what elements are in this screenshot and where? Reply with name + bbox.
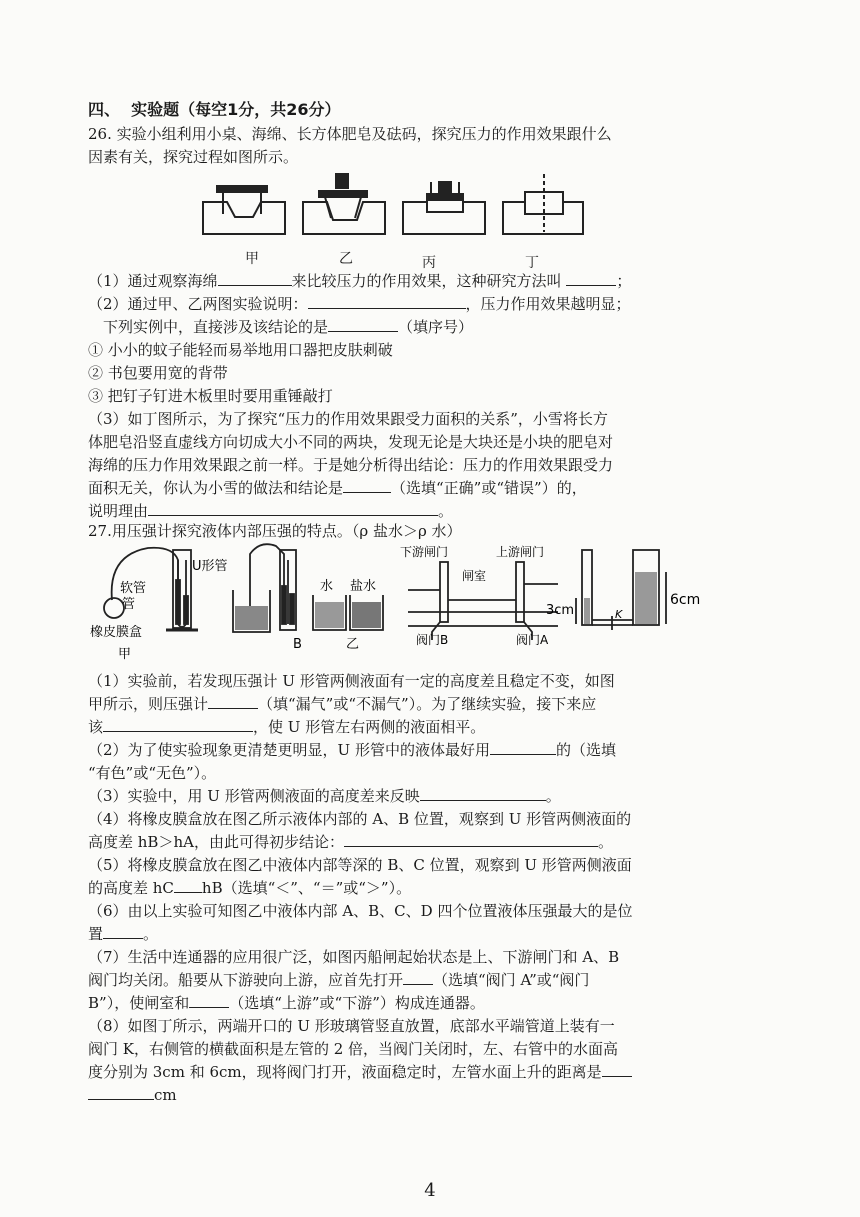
- q27-p8-line1: （8）如图丁所示，两端开口的 U 形玻璃管竖直放置，底部水平端管道上装有一: [88, 1017, 615, 1035]
- label-valve-b: 阀门B: [416, 633, 449, 647]
- q26-p1: （1）通过观察海绵 来比较压力的作用效果，这种研究方法叫 ；: [88, 272, 632, 290]
- label-6cm: 6cm: [670, 592, 701, 608]
- q27-p1-line2: 甲所示，则压强计 （填“漏气”或“不漏气”）。为了继续实验，接下来应: [88, 695, 597, 713]
- q27-p5-line2: 的高度差 hC hB（选填“＜”、“＝”或“＞”）。: [88, 879, 412, 897]
- label-valve-a: 阀门A: [516, 633, 549, 647]
- label-lock-room: 闸室: [462, 569, 487, 583]
- q27-p8-line3: 度分别为 3cm 和 6cm，现将阀门打开，液面稳定时，左管水面上升的距离是: [88, 1061, 632, 1084]
- q26-p3-line3: 海绵的压力作用效果跟之前一样。于是她分析得出结论：压力的作用效果跟受力: [88, 456, 614, 474]
- page-number: 4: [424, 1180, 436, 1201]
- q27-p1-line3: 该 ，使 U 形管左右两侧的液面相平。: [88, 718, 486, 736]
- q26-p3-line5: 说明理由 。: [88, 502, 454, 520]
- label-soft-tube2: 管: [122, 597, 136, 612]
- q27-p2-line1: （2）为了使实验现象更清楚更明显，U 形管中的液体最好用 的（选填: [88, 741, 616, 759]
- label-jia: 甲: [118, 647, 132, 662]
- q27-p1-line1: （1）实验前，若发现压强计 U 形管两侧液面有一定的高度差且稳定不变，如图: [88, 672, 615, 690]
- q27-p5-line1: （5）将橡皮膜盒放在图乙中液体内部等深的 B、C 位置，观察到 U 形管两侧液面: [88, 856, 632, 874]
- section-heading: 四、 实验题（每空1分，共26分）: [88, 100, 341, 119]
- q26-p3-line1: （3）如丁图所示，为了探究“压力的作用效果跟受力面积的关系”，小雪将长方: [88, 410, 608, 428]
- label-membrane-box: 橡皮膜盒: [90, 625, 143, 640]
- q27-p8-line4: cm: [88, 1084, 177, 1107]
- label-soft-tube: 软管: [120, 581, 147, 596]
- label-3cm: 3cm: [546, 603, 575, 618]
- q26-p3-line4: 面积无关，你认为小雪的做法和结论是 （选填“正确”或“错误”）的，: [88, 479, 587, 497]
- label-u-tube: U形管: [192, 559, 228, 574]
- label-up-gate: 上游闸门: [496, 545, 545, 559]
- fig-label-jia: 甲: [245, 251, 259, 267]
- q27-p6-line2: 置 。: [88, 925, 159, 943]
- q27-p7-line1: （7）生活中连通器的应用很广泛，如图丙船闸起始状态是上、下游闸门和 A、B: [88, 948, 620, 966]
- q26-stem-line1: 26. 实验小组利用小桌、海绵、长方体肥皂及砝码，探究压力的作用效果跟什么: [88, 125, 612, 143]
- q26-p3-line2: 体肥皂沿竖直虚线方向切成大小不同的两块，发现无论是大块还是小块的肥皂对: [88, 433, 614, 451]
- q27-p3: （3）实验中，用 U 形管两侧液面的高度差来反映 。: [88, 787, 561, 805]
- q27-p6-line1: （6）由以上实验可知图乙中液体内部 A、B、C、D 四个位置液体压强最大的是位: [88, 902, 633, 920]
- label-down-gate: 下游闸门: [400, 545, 449, 559]
- fig-label-ding: 丁: [525, 255, 539, 271]
- q27-p8-line2: 阀门 K，右侧管的横截面积是左管的 2 倍，当阀门关闭时，左、右管中的水面高: [88, 1040, 619, 1058]
- q26-option-2: ② 书包要用宽的背带: [88, 364, 228, 382]
- label-K: K: [615, 608, 623, 621]
- label-water: 水: [320, 579, 334, 594]
- q27-stem: 27.用压强计探究液体内部压强的特点。（ρ 盐水＞ρ 水）: [88, 522, 462, 540]
- label-B: B: [293, 637, 302, 652]
- label-yi: 乙: [346, 637, 360, 652]
- q27-figure: [88, 540, 708, 665]
- q27-p7-line3: B”），使闸室和 （选填“上游”或“下游”）构成连通器。: [88, 994, 485, 1012]
- q26-option-3: ③ 把钉子钉进木板里时要用重锤敲打: [88, 387, 333, 405]
- q26-p2: （2）通过甲、乙两图实验说明： ，压力作用效果越明显；: [88, 295, 631, 313]
- q27-p4-line1: （4）将橡皮膜盒放在图乙所示液体内部的 A、B 位置，观察到 U 形管两侧液面的: [88, 810, 632, 828]
- q26-option-1: ① 小小的蚊子能轻而易举地用口器把皮肤刺破: [88, 341, 393, 359]
- fig-label-bing: 丙: [422, 255, 436, 271]
- q27-p4-line2: 高度差 hB＞hA，由此可得初步结论： 。: [88, 833, 613, 851]
- q26-stem-line2: 因素有关，探究过程如图所示。: [88, 148, 299, 166]
- label-brine: 盐水: [350, 579, 377, 594]
- q26-p2-line2: 下列实例中，直接涉及该结论的是 （填序号）: [103, 318, 474, 336]
- q27-p2-line2: “有色”或“无色”）。: [88, 764, 217, 782]
- q27-p7-line2: 阀门均关闭。船要从下游驶向上游，应首先打开 （选填“阀门 A”或“阀门: [88, 971, 590, 989]
- fig-label-yi: 乙: [339, 251, 353, 267]
